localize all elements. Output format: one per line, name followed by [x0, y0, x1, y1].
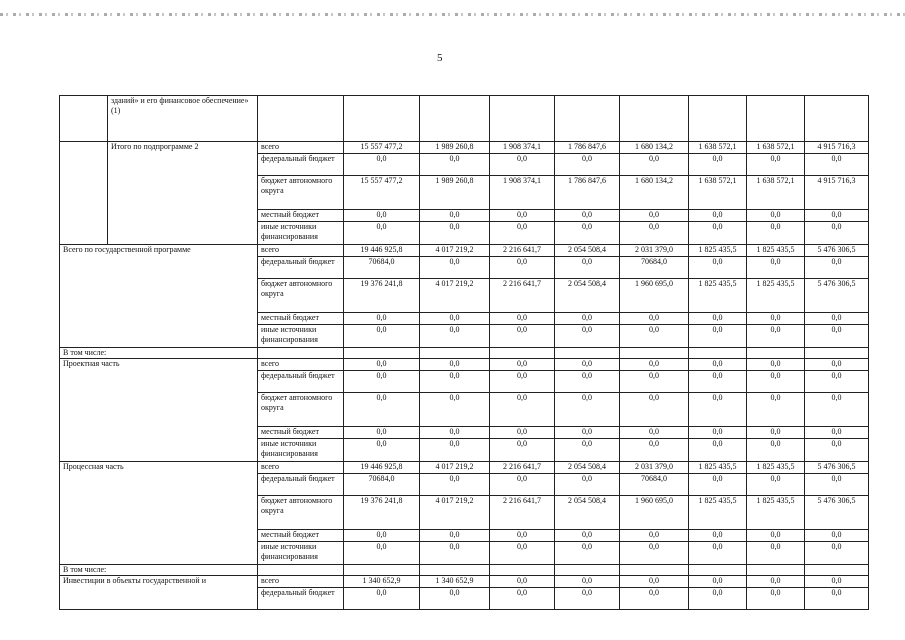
- value-cell: 0,0: [490, 313, 555, 325]
- value-cell: 1 638 572,1: [747, 142, 805, 154]
- value-cell: 0,0: [747, 439, 805, 462]
- value-cell: 0,0: [689, 542, 747, 565]
- value-cell: 0,0: [805, 371, 869, 393]
- value-cell: 2 031 379,0: [620, 462, 689, 474]
- value-cell: 0,0: [620, 588, 689, 610]
- table-row: [60, 359, 869, 371]
- value-cell: 0,0: [689, 210, 747, 222]
- value-cell: 0,0: [805, 474, 869, 496]
- value-cell: 0,0: [420, 371, 490, 393]
- value-cell: 0,0: [555, 371, 620, 393]
- caption-empty-cell: [555, 565, 620, 576]
- value-cell: 4 017 219,2: [420, 462, 490, 474]
- value-cell: 0,0: [555, 325, 620, 348]
- caption-empty-cell: [555, 348, 620, 359]
- value-cell: 2 054 508,4: [555, 496, 620, 530]
- value-cell: 19 446 925,8: [344, 462, 420, 474]
- page-number: 5: [437, 52, 443, 64]
- row-label: Процессная часть: [60, 462, 258, 565]
- value-cell: 0,0: [805, 257, 869, 279]
- value-cell: 1 825 435,5: [689, 245, 747, 257]
- row-sublabel: Итого по подпрограмме 2: [108, 142, 258, 245]
- value-cell: 0,0: [620, 210, 689, 222]
- value-cell: 0,0: [689, 576, 747, 588]
- source-cell: иные источники финансирования: [258, 325, 344, 348]
- value-cell: 0,0: [689, 257, 747, 279]
- value-cell: 0,0: [420, 588, 490, 610]
- table-row: [60, 142, 869, 154]
- value-cell: 0,0: [420, 542, 490, 565]
- value-cell: 0,0: [689, 325, 747, 348]
- value-cell: 1 960 695,0: [620, 279, 689, 313]
- value-cell: 1 908 374,1: [490, 176, 555, 210]
- value-cell: 0,0: [689, 530, 747, 542]
- value-cell: 0,0: [805, 542, 869, 565]
- value-cell: 0,0: [420, 257, 490, 279]
- value-cell: 0,0: [555, 257, 620, 279]
- value-cell: 0,0: [747, 222, 805, 245]
- value-cell: 0,0: [620, 393, 689, 427]
- value-cell: 0,0: [420, 393, 490, 427]
- value-cell: 0,0: [555, 393, 620, 427]
- value-cell: 0,0: [555, 576, 620, 588]
- value-cell: 15 557 477,2: [344, 142, 420, 154]
- value-cell: 0,0: [747, 154, 805, 176]
- value-cell: 0,0: [490, 222, 555, 245]
- caption-empty-cell: [258, 348, 344, 359]
- source-cell: федеральный бюджет: [258, 371, 344, 393]
- value-cell: 0,0: [420, 154, 490, 176]
- value-cell: 0,0: [490, 588, 555, 610]
- value-cell: 0,0: [620, 154, 689, 176]
- value-cell: 0,0: [805, 313, 869, 325]
- value-cell: 0,0: [620, 530, 689, 542]
- value-cell: 0,0: [555, 313, 620, 325]
- value-cell: 0,0: [344, 439, 420, 462]
- value-cell: 0,0: [420, 325, 490, 348]
- value-cell: 0,0: [344, 154, 420, 176]
- value-cell: 0,0: [344, 313, 420, 325]
- value-cell: 5 476 306,5: [805, 462, 869, 474]
- value-cell: 0,0: [555, 474, 620, 496]
- value-cell: 1 680 134,2: [620, 176, 689, 210]
- value-cell: 0,0: [344, 588, 420, 610]
- value-cell: 0,0: [555, 427, 620, 439]
- value-cell: 0,0: [490, 474, 555, 496]
- value-cell: 0,0: [620, 542, 689, 565]
- value-cell: 4 017 219,2: [420, 279, 490, 313]
- value-cell: 0,0: [420, 222, 490, 245]
- value-cell: 0,0: [620, 325, 689, 348]
- value-cell: 1 960 695,0: [620, 496, 689, 530]
- budget-table: [59, 95, 869, 610]
- value-cell: 0,0: [747, 359, 805, 371]
- value-cell: 2 216 641,7: [490, 279, 555, 313]
- value-cell: 1 825 435,5: [747, 279, 805, 313]
- value-cell: 0,0: [420, 530, 490, 542]
- value-cell: 0,0: [490, 257, 555, 279]
- value-cell: 2 216 641,7: [490, 245, 555, 257]
- value-cell: 0,0: [747, 542, 805, 565]
- header-cell: [258, 96, 344, 142]
- value-cell: 0,0: [747, 588, 805, 610]
- value-cell: 2 054 508,4: [555, 245, 620, 257]
- source-cell: всего: [258, 576, 344, 588]
- value-cell: 0,0: [620, 359, 689, 371]
- value-cell: 0,0: [490, 393, 555, 427]
- value-cell: 1 638 572,1: [689, 142, 747, 154]
- header-cell: [805, 96, 869, 142]
- value-cell: 0,0: [344, 530, 420, 542]
- header-cell: [420, 96, 490, 142]
- value-cell: 5 476 306,5: [805, 496, 869, 530]
- value-cell: 0,0: [490, 427, 555, 439]
- value-cell: 0,0: [689, 474, 747, 496]
- caption-cell: В том числе:: [60, 565, 258, 576]
- value-cell: 2 216 641,7: [490, 496, 555, 530]
- value-cell: 0,0: [555, 154, 620, 176]
- source-cell: бюджет автономного округа: [258, 176, 344, 210]
- caption-empty-cell: [344, 348, 420, 359]
- value-cell: 0,0: [555, 359, 620, 371]
- source-cell: федеральный бюджет: [258, 588, 344, 610]
- value-cell: 4 017 219,2: [420, 496, 490, 530]
- value-cell: 0,0: [689, 439, 747, 462]
- caption-empty-cell: [689, 348, 747, 359]
- value-cell: 1 989 260,8: [420, 176, 490, 210]
- value-cell: 0,0: [620, 371, 689, 393]
- value-cell: 0,0: [805, 154, 869, 176]
- value-cell: 0,0: [747, 371, 805, 393]
- value-cell: 0,0: [344, 210, 420, 222]
- source-cell: местный бюджет: [258, 427, 344, 439]
- value-cell: 19 376 241,8: [344, 279, 420, 313]
- value-cell: 0,0: [344, 393, 420, 427]
- caption-empty-cell: [420, 348, 490, 359]
- source-cell: федеральный бюджет: [258, 154, 344, 176]
- row-label: Проектная часть: [60, 359, 258, 462]
- table-row: [60, 462, 869, 474]
- value-cell: 0,0: [420, 474, 490, 496]
- value-cell: 0,0: [689, 393, 747, 427]
- value-cell: 1 680 134,2: [620, 142, 689, 154]
- source-cell: иные источники финансирования: [258, 222, 344, 245]
- caption-empty-cell: [620, 565, 689, 576]
- value-cell: 0,0: [689, 371, 747, 393]
- value-cell: 0,0: [805, 210, 869, 222]
- value-cell: 1 638 572,1: [747, 176, 805, 210]
- caption-empty-cell: [747, 565, 805, 576]
- source-cell: бюджет автономного округа: [258, 496, 344, 530]
- header-cell: [689, 96, 747, 142]
- row-label: [60, 96, 108, 142]
- value-cell: 1 825 435,5: [747, 462, 805, 474]
- value-cell: 0,0: [490, 359, 555, 371]
- value-cell: 0,0: [344, 542, 420, 565]
- value-cell: 0,0: [805, 359, 869, 371]
- table-row: [60, 576, 869, 588]
- caption-row: [60, 348, 869, 359]
- value-cell: 0,0: [620, 576, 689, 588]
- value-cell: 1 825 435,5: [747, 496, 805, 530]
- value-cell: 0,0: [805, 427, 869, 439]
- row-sublabel: зданий» и его финансовое обеспечение» (1): [108, 96, 258, 142]
- caption-cell: В том числе:: [60, 348, 258, 359]
- source-cell: местный бюджет: [258, 210, 344, 222]
- value-cell: 1 825 435,5: [689, 279, 747, 313]
- row-label: Инвестиции в объекты государственной и: [60, 576, 258, 610]
- caption-empty-cell: [344, 565, 420, 576]
- caption-empty-cell: [689, 565, 747, 576]
- header-cell: [620, 96, 689, 142]
- value-cell: 4 915 716,3: [805, 142, 869, 154]
- value-cell: 0,0: [555, 439, 620, 462]
- header-cell: [490, 96, 555, 142]
- value-cell: 4 017 219,2: [420, 245, 490, 257]
- value-cell: 0,0: [490, 325, 555, 348]
- value-cell: 0,0: [420, 210, 490, 222]
- value-cell: 0,0: [490, 542, 555, 565]
- value-cell: 0,0: [620, 427, 689, 439]
- value-cell: 0,0: [555, 222, 620, 245]
- value-cell: 4 915 716,3: [805, 176, 869, 210]
- value-cell: 70684,0: [620, 474, 689, 496]
- value-cell: 0,0: [490, 371, 555, 393]
- table-header-row: [60, 96, 869, 142]
- value-cell: 0,0: [620, 313, 689, 325]
- value-cell: 19 446 925,8: [344, 245, 420, 257]
- value-cell: 0,0: [555, 530, 620, 542]
- value-cell: 0,0: [747, 210, 805, 222]
- value-cell: 0,0: [344, 371, 420, 393]
- caption-empty-cell: [620, 348, 689, 359]
- source-cell: федеральный бюджет: [258, 257, 344, 279]
- value-cell: 1 786 847,6: [555, 176, 620, 210]
- value-cell: 0,0: [805, 325, 869, 348]
- header-cell: [747, 96, 805, 142]
- value-cell: 0,0: [420, 439, 490, 462]
- value-cell: 0,0: [689, 359, 747, 371]
- source-cell: бюджет автономного округа: [258, 393, 344, 427]
- value-cell: 15 557 477,2: [344, 176, 420, 210]
- value-cell: 5 476 306,5: [805, 245, 869, 257]
- source-cell: федеральный бюджет: [258, 474, 344, 496]
- value-cell: 0,0: [805, 393, 869, 427]
- table-row: [60, 245, 869, 257]
- value-cell: 1 340 652,9: [420, 576, 490, 588]
- value-cell: 0,0: [805, 530, 869, 542]
- source-cell: местный бюджет: [258, 313, 344, 325]
- value-cell: 0,0: [555, 542, 620, 565]
- value-cell: 1 908 374,1: [490, 142, 555, 154]
- value-cell: 2 054 508,4: [555, 462, 620, 474]
- value-cell: 0,0: [805, 576, 869, 588]
- value-cell: 1 825 435,5: [689, 462, 747, 474]
- value-cell: 1 340 652,9: [344, 576, 420, 588]
- value-cell: 2 031 379,0: [620, 245, 689, 257]
- value-cell: 0,0: [805, 439, 869, 462]
- source-cell: всего: [258, 462, 344, 474]
- value-cell: 5 476 306,5: [805, 279, 869, 313]
- value-cell: 0,0: [689, 154, 747, 176]
- value-cell: 70684,0: [344, 257, 420, 279]
- value-cell: 0,0: [620, 222, 689, 245]
- value-cell: 0,0: [344, 325, 420, 348]
- value-cell: 0,0: [620, 439, 689, 462]
- value-cell: 1 825 435,5: [689, 496, 747, 530]
- value-cell: 0,0: [344, 222, 420, 245]
- caption-empty-cell: [805, 565, 869, 576]
- value-cell: 1 786 847,6: [555, 142, 620, 154]
- value-cell: 1 989 260,8: [420, 142, 490, 154]
- value-cell: 0,0: [490, 576, 555, 588]
- caption-row: [60, 565, 869, 576]
- source-cell: всего: [258, 245, 344, 257]
- caption-empty-cell: [490, 348, 555, 359]
- value-cell: 0,0: [747, 393, 805, 427]
- value-cell: 0,0: [420, 359, 490, 371]
- value-cell: 0,0: [344, 427, 420, 439]
- value-cell: 0,0: [490, 154, 555, 176]
- value-cell: 0,0: [420, 427, 490, 439]
- value-cell: 0,0: [490, 439, 555, 462]
- caption-empty-cell: [490, 565, 555, 576]
- row-label: Всего по государственной программе: [60, 245, 258, 348]
- value-cell: 0,0: [555, 588, 620, 610]
- scan-edge-noise: [0, 13, 905, 16]
- value-cell: 0,0: [689, 427, 747, 439]
- value-cell: 0,0: [747, 530, 805, 542]
- value-cell: 19 376 241,8: [344, 496, 420, 530]
- value-cell: 0,0: [747, 313, 805, 325]
- value-cell: 1 638 572,1: [689, 176, 747, 210]
- source-cell: иные источники финансирования: [258, 542, 344, 565]
- value-cell: 0,0: [689, 313, 747, 325]
- value-cell: 0,0: [747, 427, 805, 439]
- value-cell: 0,0: [747, 576, 805, 588]
- source-cell: бюджет автономного округа: [258, 279, 344, 313]
- value-cell: 2 054 508,4: [555, 279, 620, 313]
- header-cell: [344, 96, 420, 142]
- caption-empty-cell: [258, 565, 344, 576]
- source-cell: местный бюджет: [258, 530, 344, 542]
- caption-empty-cell: [747, 348, 805, 359]
- value-cell: 0,0: [805, 588, 869, 610]
- value-cell: 0,0: [689, 222, 747, 245]
- value-cell: 0,0: [490, 530, 555, 542]
- source-cell: всего: [258, 142, 344, 154]
- value-cell: 0,0: [747, 474, 805, 496]
- value-cell: 2 216 641,7: [490, 462, 555, 474]
- header-cell: [555, 96, 620, 142]
- value-cell: 0,0: [420, 313, 490, 325]
- caption-empty-cell: [420, 565, 490, 576]
- value-cell: 0,0: [747, 325, 805, 348]
- value-cell: 0,0: [747, 257, 805, 279]
- value-cell: 0,0: [344, 359, 420, 371]
- value-cell: 0,0: [555, 210, 620, 222]
- value-cell: 70684,0: [620, 257, 689, 279]
- row-label: [60, 142, 108, 245]
- source-cell: иные источники финансирования: [258, 439, 344, 462]
- value-cell: 0,0: [689, 588, 747, 610]
- value-cell: 70684,0: [344, 474, 420, 496]
- caption-empty-cell: [805, 348, 869, 359]
- value-cell: 0,0: [490, 210, 555, 222]
- value-cell: 0,0: [805, 222, 869, 245]
- source-cell: всего: [258, 359, 344, 371]
- value-cell: 1 825 435,5: [747, 245, 805, 257]
